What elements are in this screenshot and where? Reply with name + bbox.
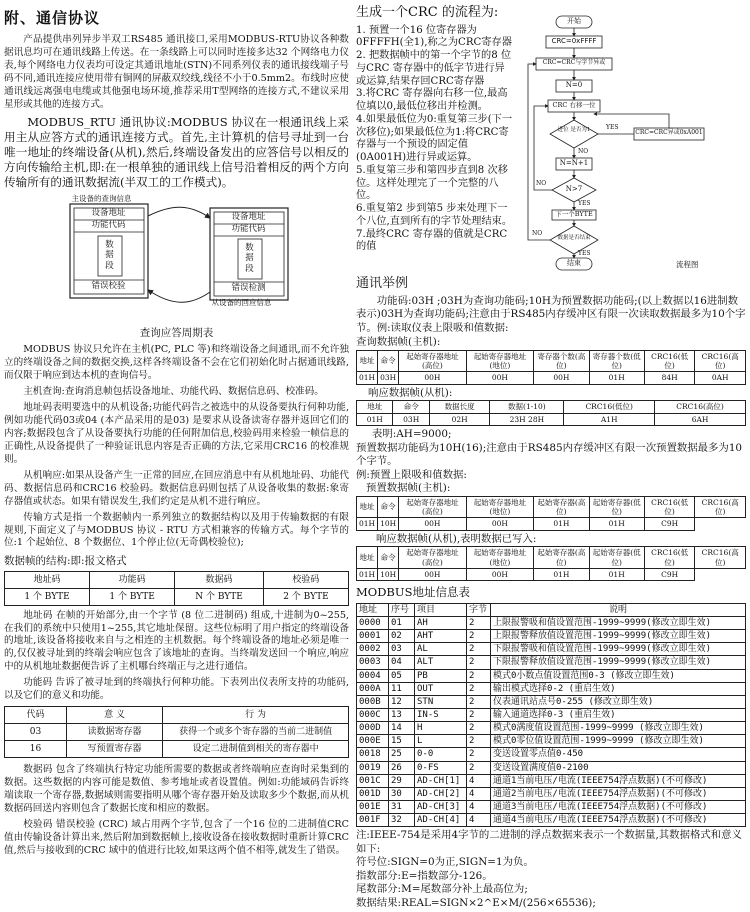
table-cell: 01H bbox=[357, 518, 378, 530]
table-row bbox=[5, 741, 349, 758]
table-cell: 仪表通讯站点号0-255 (修改立即生效) bbox=[491, 695, 746, 708]
crc-step: 2. 把数据帧中的第一个字节的8 位与CRC 寄存器中的低字节进行异或运算,结果存回CRC寄存器 bbox=[356, 50, 512, 87]
table-cell: 模式0满度值设置范围-1999~9999 (修改立即生效) bbox=[491, 722, 746, 735]
table-cell: 写预置寄存器 bbox=[66, 741, 162, 758]
table-cell: AD-CH[2] bbox=[415, 787, 467, 800]
crc-step: 5.重复第三步和第四步直到8 次移位。这样处理完了一个完整的八位。 bbox=[356, 164, 508, 202]
table-cell: 通道1当前电压/电流(IEEE754浮点数据)(不可修改) bbox=[491, 774, 746, 787]
table-cell: 13 bbox=[389, 708, 415, 721]
table-cell: 上限报警释放值设置范围-1999~9999(修改立即生效) bbox=[491, 630, 746, 643]
crc-steps bbox=[356, 25, 514, 255]
table-row bbox=[357, 682, 746, 695]
table-cell: 0000 bbox=[357, 617, 389, 630]
table-row bbox=[357, 761, 746, 774]
table-cell: 29 bbox=[389, 774, 415, 787]
flow-init: CRC=0xFFFF bbox=[551, 37, 597, 45]
table-cell: 03 bbox=[5, 724, 67, 741]
table-row bbox=[5, 588, 349, 605]
table-cell: IN-S bbox=[415, 708, 467, 721]
table-cell: 4 bbox=[467, 774, 491, 787]
flow-xor: CRC=CRC与字节异或 bbox=[542, 59, 606, 66]
table-cell: 001C bbox=[357, 774, 389, 787]
table-cell: 0019 bbox=[357, 761, 389, 774]
table-cell: CRC16(低位) bbox=[564, 401, 655, 413]
query-response-svg bbox=[12, 194, 342, 314]
table-cell: 31 bbox=[389, 800, 415, 813]
table-cell: 01 bbox=[389, 617, 415, 630]
table-cell: 变送设置零点值0-450 bbox=[491, 748, 746, 761]
page-title: 附、通信协议 bbox=[4, 9, 101, 27]
diagram-caption: 查询应答周期表 bbox=[139, 327, 214, 340]
crc-step: 6.重复第2 步到第5 步来处理下一个八位,直到所有的字节处理结束。 bbox=[356, 203, 513, 227]
table-row bbox=[357, 787, 746, 800]
query-response-diagram bbox=[12, 194, 342, 324]
crc-title: 生成一个CRC 的流程为: bbox=[356, 5, 499, 20]
table-cell: A1H bbox=[564, 413, 655, 425]
flow-shift: CRC 右移一位 bbox=[552, 101, 596, 109]
table-cell: 04 bbox=[389, 656, 415, 669]
table-row bbox=[357, 617, 746, 630]
table-cell: 1 个 BYTE bbox=[5, 588, 90, 605]
table-row bbox=[357, 630, 746, 643]
table-row bbox=[357, 722, 746, 735]
express-text: 表明:AH=9000; bbox=[372, 428, 452, 440]
crc-step: 1. 预置一个16 位寄存器为0FFFFH(全1),称之为CRC寄存器 bbox=[356, 24, 512, 49]
table-cell: 32 bbox=[389, 814, 415, 827]
table-cell: 4 bbox=[467, 800, 491, 813]
table-cell: 30 bbox=[389, 787, 415, 800]
table-cell: 6AH bbox=[655, 413, 746, 425]
table-row bbox=[357, 695, 746, 708]
table-cell: 通道4当前电压/电流(IEEE754浮点数据)(不可修改) bbox=[491, 814, 746, 827]
table-cell: 84H bbox=[644, 372, 695, 384]
flow-yes-3: YES bbox=[578, 250, 591, 257]
preset-note: 预置数据功能码为10H(16);注意由于RS485内存缓冲区有限一次预置数据最多为10个字节。 bbox=[356, 441, 743, 468]
table-cell: 0AH bbox=[695, 372, 746, 384]
table-cell: AH bbox=[415, 617, 467, 630]
table-cell: 2 个 BYTE bbox=[263, 588, 348, 605]
ieee-note-3: 指数部分:E=指数部分-126。 bbox=[356, 869, 493, 882]
table-cell: CRC16(高位) bbox=[695, 350, 746, 372]
flow-start: 开始 bbox=[567, 17, 581, 25]
table-cell: 输出模式选择0-2 (重启生效) bbox=[491, 682, 746, 695]
table-cell: 读数据寄存器 bbox=[66, 724, 162, 741]
flow-n0: N=0 bbox=[565, 81, 583, 89]
table-cell: 000D bbox=[357, 722, 389, 735]
left-row-function: 功能代码 bbox=[91, 220, 126, 231]
table-row bbox=[357, 547, 746, 569]
table-cell: 命令 bbox=[378, 350, 399, 372]
table-cell: 01H bbox=[534, 518, 589, 530]
table-header-cell: 说明 bbox=[491, 603, 746, 616]
preset-frame-label: 预置数据帧(主机): bbox=[366, 482, 451, 495]
table-cell: 0-0 bbox=[415, 748, 467, 761]
table-cell: 下限报警释放值设置范围-1999~9999(修改立即生效) bbox=[491, 656, 746, 669]
table-cell: 地址 bbox=[357, 350, 378, 372]
paragraph-function-field: 功能码 告诉了被寻址到的终端执行何种功能。下表列出仪表所支持的功能码,以及它们的意义和功能。 bbox=[4, 677, 349, 702]
preset-frame-table bbox=[356, 496, 746, 531]
table-cell: 00H bbox=[466, 518, 534, 530]
table-cell: 0003 bbox=[357, 656, 389, 669]
table-row bbox=[357, 735, 746, 748]
table-row bbox=[357, 643, 746, 656]
left-column bbox=[4, 4, 349, 861]
table-cell: 01H bbox=[589, 518, 644, 530]
table-cell: 26 bbox=[389, 761, 415, 774]
table-cell: 4 bbox=[467, 787, 491, 800]
table-cell: 输入通道选择0-3 (重启生效) bbox=[491, 708, 746, 721]
right-row-data: 数据段 bbox=[245, 243, 254, 274]
table-cell: 模式0零位值设置范围-1999~9999 (修改立即生效) bbox=[491, 735, 746, 748]
table-cell: 寄存器个数(低位) bbox=[589, 350, 644, 372]
table-row bbox=[357, 748, 746, 761]
table-cell: 起始寄存器地址(地位) bbox=[466, 496, 534, 518]
flow-q2: N>7 bbox=[565, 185, 583, 193]
table-cell: 15 bbox=[389, 735, 415, 748]
table-cell: 00H bbox=[399, 518, 467, 530]
table-cell: 数据(1-10) bbox=[490, 401, 564, 413]
table-cell: 数据码 bbox=[175, 571, 264, 588]
table-cell: 2 bbox=[467, 682, 491, 695]
table-row bbox=[357, 656, 746, 669]
table-row bbox=[357, 603, 746, 616]
paragraph-intro: 产品提供串列异步半双工RS485 通讯接口,采用MODBUS-RTU协议各种数据讯息均可在通讯线路上传送。在一条线路上可以同时连接多达32 个网络电力仪表,每个网络电力仪表均可设定其通讯地址(STN)不同系列仪表的通讯接线端子号码不同,通讯连接应使用带有铜网的屏蔽双绞线,线径不小于0.5mm2。布线时应使通讯线远离强电电缆或其他强电场环境,推荐采用T型网络的连接方式,不建议采用星形或其他的连接方式。 bbox=[4, 34, 349, 110]
frame-structure-table bbox=[4, 571, 349, 606]
table-cell: 01H bbox=[589, 568, 644, 580]
paragraph-address-field: 地址码 在帧的开始部分,由一个字节 (8 位二进制码) 组成,十进制为0~255, 在我们的系统中只使用1~255,其它地址保留。这些位标明了用户指定的终端设备的地址,该设备将接收来自与之相连的主机数据。每个终端设备的地址必须是唯一的,仅仅被寻址到的终端会响应包含了该地址的查询。当终端发送回一个响应,响应中的从机地址数据便告诉了主机哪台终端正与之进行通信。 bbox=[4, 609, 349, 673]
table-row bbox=[357, 814, 746, 827]
flow-caption: 流程图 bbox=[676, 260, 699, 269]
table-cell: 16 bbox=[5, 741, 67, 758]
crc-section bbox=[356, 4, 746, 272]
flow-next: 下一个BYTE bbox=[555, 210, 593, 218]
table-row bbox=[357, 669, 746, 682]
table-cell: 2 bbox=[467, 708, 491, 721]
table-cell: 03H bbox=[378, 372, 399, 384]
table-cell: 2 bbox=[467, 669, 491, 682]
table-cell: CRC16(高位) bbox=[695, 547, 746, 569]
table-cell: 地址 bbox=[357, 547, 378, 569]
table-row bbox=[357, 518, 746, 530]
table-cell: 10H bbox=[378, 568, 399, 580]
ieee-note-5: 数据结果:REAL=SIGN×2^E×M/(256×65536); bbox=[356, 896, 596, 909]
table-cell: CRC16(高位) bbox=[695, 496, 746, 518]
table-cell: 2 bbox=[467, 617, 491, 630]
table-cell: 01H bbox=[534, 568, 589, 580]
table-cell: 起始寄存器(高位) bbox=[534, 496, 589, 518]
paragraph-master-query: 主机查询:查询消息帧包括设备地址、功能代码、数据信息码、校准码。 bbox=[23, 386, 324, 398]
table-cell: 00H bbox=[534, 372, 589, 384]
table-cell: L bbox=[415, 735, 467, 748]
table-cell: C9H bbox=[644, 518, 695, 530]
right-row-address: 设备地址 bbox=[231, 212, 266, 223]
table-cell: 000B bbox=[357, 695, 389, 708]
example-query-text: 功能码:03H ;03H为查询功能码;10H为预置数据功能码;(以上数据以16进制数表示)03H为查询功能码;注意由于RS485内存缓冲区有限一次读取数据最多为10个字节。例:读取仪表上限吸和值数据: bbox=[356, 294, 746, 334]
table-cell: 000E bbox=[357, 735, 389, 748]
left-row-check: 错误校验 bbox=[91, 281, 126, 292]
table-cell: C9H bbox=[644, 568, 695, 580]
table-cell: 地址 bbox=[357, 496, 378, 518]
frame-structure-label: 数据帧的结构:即:报文格式 bbox=[4, 555, 127, 568]
table-cell: 05 bbox=[389, 669, 415, 682]
table-cell: 001D bbox=[357, 787, 389, 800]
table-cell: 001E bbox=[357, 800, 389, 813]
ieee-note-2: 符号位:SIGN=0为正,SIGN=1为负。 bbox=[356, 856, 534, 869]
table-cell: AD-CH[3] bbox=[415, 800, 467, 813]
table-row bbox=[357, 372, 746, 384]
table-row bbox=[357, 568, 746, 580]
slave-response-label: 从设备的回应信息 bbox=[211, 298, 272, 308]
table-cell: 02H bbox=[429, 413, 490, 425]
paragraph-data-field: 数据码 包含了终端执行特定功能所需要的数据或者终端响应查询时采集到的数据。这些数据的内容可能是数值、参考地址或者设置值。例如:功能域码告诉终端读取一个寄存器,数据域则需要指明从哪个寄存器开始及读取多少个数据,而从机数据码回送内容则包含了数据长度和相应的数据。 bbox=[4, 764, 349, 814]
function-code-table bbox=[4, 706, 349, 758]
table-cell: 2 bbox=[467, 643, 491, 656]
crc-flowchart-svg bbox=[526, 14, 746, 272]
preset-response-table bbox=[356, 546, 746, 581]
flow-yes-2: YES bbox=[578, 200, 591, 207]
table-cell: 命令 bbox=[393, 401, 429, 413]
table-cell: 命令 bbox=[378, 547, 399, 569]
table-cell: 23H 28H bbox=[490, 413, 564, 425]
table-cell: 2 bbox=[467, 761, 491, 774]
ieee-note-4: 尾数部分:M=尾数部分补上最高位为; bbox=[356, 883, 528, 896]
table-row bbox=[357, 413, 746, 425]
table-cell: 通道2当前电压/电流(IEEE754浮点数据)(不可修改) bbox=[491, 787, 746, 800]
table-cell: 设定二进制值到相关的寄存器中 bbox=[163, 741, 349, 758]
table-cell: 00H bbox=[399, 372, 467, 384]
table-cell: 起始寄存器地址(高位) bbox=[399, 547, 467, 569]
paragraph-modbus-rtu: MODBUS_RTU 通讯协议:MODBUS 协议在一根通讯线上采用主从应答方式的通讯连接方式。首先,主计算机的信号寻址到一台唯一地址的终端设备(从机),然后,终端设备发出的应答信号以相反的方向传输给主机,即:在一根单独的通讯线上信号沿着相反的两个方向传输所有的通讯数据流(半双工的工作模式)。 bbox=[4, 114, 349, 190]
table-cell: 000C bbox=[357, 708, 389, 721]
table-cell: 14 bbox=[389, 722, 415, 735]
table-cell: CRC16(高位) bbox=[655, 401, 746, 413]
response-frame-table bbox=[356, 400, 746, 426]
table-cell: 起始寄存器地址(高位) bbox=[399, 350, 467, 372]
left-row-address: 设备地址 bbox=[91, 208, 126, 219]
table-cell: 01H bbox=[357, 413, 393, 425]
comm-example-title: 通讯举例 bbox=[356, 276, 409, 291]
table-row bbox=[357, 401, 746, 413]
flow-no-2: NO bbox=[536, 180, 547, 187]
table-cell: 1 个 BYTE bbox=[90, 588, 175, 605]
table-cell: 2 bbox=[467, 656, 491, 669]
table-cell: 地址 bbox=[357, 401, 393, 413]
address-table bbox=[356, 603, 746, 827]
crc-step: 7.最终CRC 寄存器的值就是CRC 的值 bbox=[356, 228, 508, 253]
flow-yes-1: YES bbox=[606, 124, 619, 131]
query-frame-label: 查询数据帧(主机): bbox=[356, 336, 441, 349]
table-cell: 2 bbox=[467, 735, 491, 748]
paragraph-master-slave: MODBUS 协议只允许在主机(PC, PLC 等)和终端设备之间通讯,而不允许独立的终端设备之间的数据交换,这样各终端设备不会在它们初始化时占据通讯线路,而仅限于响应到达本机的查询信号。 bbox=[4, 344, 349, 382]
ieee-note-1: 注:IEEE-754是采用4字节的二进制的浮点数据来表示一个数据量,其数据格式和意义如下: bbox=[356, 829, 742, 855]
table-cell: 0002 bbox=[357, 643, 389, 656]
table-cell: N 个 BYTE bbox=[175, 588, 264, 605]
table-header-cell: 序号 bbox=[389, 603, 415, 616]
table-cell: 命令 bbox=[378, 496, 399, 518]
table-row bbox=[357, 774, 746, 787]
master-query-label: 主设备的查询信息 bbox=[71, 194, 132, 204]
table-cell: 00H bbox=[399, 568, 467, 580]
table-cell: CRC16(低位) bbox=[644, 547, 695, 569]
table-row bbox=[357, 350, 746, 372]
table-cell: 变送设置满度值0-2100 bbox=[491, 761, 746, 774]
table-cell: 校验码 bbox=[263, 571, 348, 588]
table-cell: 0001 bbox=[357, 630, 389, 643]
table-cell: 00H bbox=[466, 568, 534, 580]
crc-step: 3.将CRC 寄存器向右移一位,最高位填以0,最低位移出并检测。 bbox=[356, 88, 508, 113]
table-cell: 01H bbox=[357, 372, 378, 384]
table-cell: 下限报警吸和值设置范围-1999~9999(修改立即生效) bbox=[491, 643, 746, 656]
table-cell: 寄存器个数(高位) bbox=[534, 350, 589, 372]
table-cell: AL bbox=[415, 643, 467, 656]
table-cell: 上限报警吸和值设置范围-1999~9999(修改立即生效) bbox=[491, 617, 746, 630]
table-row bbox=[5, 707, 349, 724]
table-row bbox=[357, 496, 746, 518]
table-cell: CRC16(低位) bbox=[644, 496, 695, 518]
table-cell: 01H bbox=[357, 568, 378, 580]
right-row-check: 错误检测 bbox=[231, 283, 266, 294]
table-cell: 通道3当前电压/电流(IEEE754浮点数据)(不可修改) bbox=[491, 800, 746, 813]
table-cell: 2 bbox=[467, 630, 491, 643]
crc-step: 4.如果最低位为0:重复第三步(下一次移位);如果最低位为1:将CRC寄存器与一个预设的固定值(0A001H)进行异或运算。 bbox=[356, 113, 513, 164]
flow-inc: N=N+1 bbox=[559, 159, 589, 167]
flow-q3: 数据是否结束 bbox=[557, 235, 591, 241]
flow-no-1: NO bbox=[578, 148, 589, 155]
table-cell: 001F bbox=[357, 814, 389, 827]
table-cell: 起始寄存器(高位) bbox=[534, 547, 589, 569]
table-cell: OUT bbox=[415, 682, 467, 695]
table-cell: 02 bbox=[389, 630, 415, 643]
table-cell: 2 bbox=[467, 695, 491, 708]
table-cell: 模式0小数点值设置范围0-3 (修改立即生效) bbox=[491, 669, 746, 682]
flow-no-3: NO bbox=[532, 230, 543, 237]
right-column bbox=[356, 4, 746, 910]
table-cell: 12 bbox=[389, 695, 415, 708]
table-cell: 2 bbox=[467, 722, 491, 735]
table-cell: 01H bbox=[589, 372, 644, 384]
table-cell: 03H bbox=[393, 413, 429, 425]
table-cell: AD-CH[4] bbox=[415, 814, 467, 827]
flow-q1: 进位 是否为1 bbox=[557, 127, 591, 133]
table-header-cell: 项目 bbox=[415, 603, 467, 616]
table-cell: 获得一个或多个寄存器的当前二进制值 bbox=[163, 724, 349, 741]
table-cell: 00H bbox=[466, 372, 534, 384]
table-cell: 11 bbox=[389, 682, 415, 695]
table-cell: 4 bbox=[467, 814, 491, 827]
table-cell: AD-CH[1] bbox=[415, 774, 467, 787]
address-table-title: MODBUS地址信息表 bbox=[356, 585, 470, 600]
table-cell: 0018 bbox=[357, 748, 389, 761]
paragraph-crc-field: 校验码 错误校验 (CRC) 域占用两个字节,包含了一个16 位的二进制值CRC 值由传输设备计算出来,然后附加到数据帧上,接收设备在接收数据时重新计算CRC 值,然后与接收到的CRC 域中的值进行比较,如果这两个值不相等,就发生了错误。 bbox=[4, 818, 349, 856]
preset-example: 例:预置上限吸和值数据: bbox=[356, 468, 467, 481]
table-cell: 地址码 bbox=[5, 571, 90, 588]
flow-end: 结束 bbox=[567, 259, 581, 267]
table-cell: 起始寄存器(低位) bbox=[589, 547, 644, 569]
table-cell: PB bbox=[415, 669, 467, 682]
table-cell: 03 bbox=[389, 643, 415, 656]
table-cell: STN bbox=[415, 695, 467, 708]
flow-xorfix: CRC=CRC异或0xA001 bbox=[635, 129, 703, 136]
table-cell: 2 bbox=[467, 748, 491, 761]
table-cell: 起始寄存器(低位) bbox=[589, 496, 644, 518]
table-cell: 起始寄存器地址(地位) bbox=[466, 547, 534, 569]
table-cell: 意 义 bbox=[66, 707, 162, 724]
table-cell: 数据长度 bbox=[429, 401, 490, 413]
crc-flowchart bbox=[526, 14, 746, 272]
table-row bbox=[357, 800, 746, 813]
table-header-cell: 地址 bbox=[357, 603, 389, 616]
table-cell: AHT bbox=[415, 630, 467, 643]
table-cell: 功能码 bbox=[90, 571, 175, 588]
preset-response-label: 响应数据帧(从机),表明数据已写入: bbox=[376, 532, 537, 545]
table-cell: 25 bbox=[389, 748, 415, 761]
table-cell: 起始寄存器地址(高位) bbox=[399, 496, 467, 518]
table-cell: 10H bbox=[378, 518, 399, 530]
table-cell: ALT bbox=[415, 656, 467, 669]
query-frame-table bbox=[356, 350, 746, 385]
table-cell: 0-FS bbox=[415, 761, 467, 774]
left-row-data: 数据段 bbox=[105, 240, 114, 271]
table-cell: 起始寄存器地址(地位) bbox=[466, 350, 534, 372]
table-row bbox=[357, 708, 746, 721]
response-frame-label: 响应数据帧(从机): bbox=[368, 386, 453, 399]
paragraph-transmission: 传输方式是指一个数据帧内一系列独立的数据结构以及用于传输数据的有限规则,下面定义了与MODBUS 协议 - RTU 方式相兼容的传输方式。每个字节的位:1 个起始位、8 个数据位、1个停止位(无奇偶校验位); bbox=[4, 511, 349, 549]
table-cell: 行 为 bbox=[163, 707, 349, 724]
table-cell: 代码 bbox=[5, 707, 67, 724]
table-cell: 000A bbox=[357, 682, 389, 695]
table-cell: CRC16(低位) bbox=[644, 350, 695, 372]
table-row bbox=[5, 724, 349, 741]
right-row-function: 功能代码 bbox=[231, 224, 266, 235]
table-cell: 0004 bbox=[357, 669, 389, 682]
table-cell: H bbox=[415, 722, 467, 735]
table-row bbox=[5, 571, 349, 588]
paragraph-slave-response: 从机响应:如果从设备产生一正常的回应,在回应消息中有从机地址码、功能代码、数据信息码和CRC16 校验码。数据信息码则包括了从设备收集的数据:象寄存器值或状态。如果有错误发生,我们约定是从机不进行响应。 bbox=[4, 469, 349, 507]
table-header-cell: 字节 bbox=[467, 603, 491, 616]
paragraph-address-code: 地址码表明要选中的从机设备;功能代码告之被选中的从设备要执行何种功能,例如功能代码03或04 (本产品采用的是03) 是要求从设备读寄存器并返回它们的内容;数据段包含了从设备要执行功能的任何附加信息,校验码用来检验一帧信息的正确性,从设备提供了一种验证讯息内容是否正确的方法,它采用CRC16 的校准规则。 bbox=[4, 402, 349, 465]
